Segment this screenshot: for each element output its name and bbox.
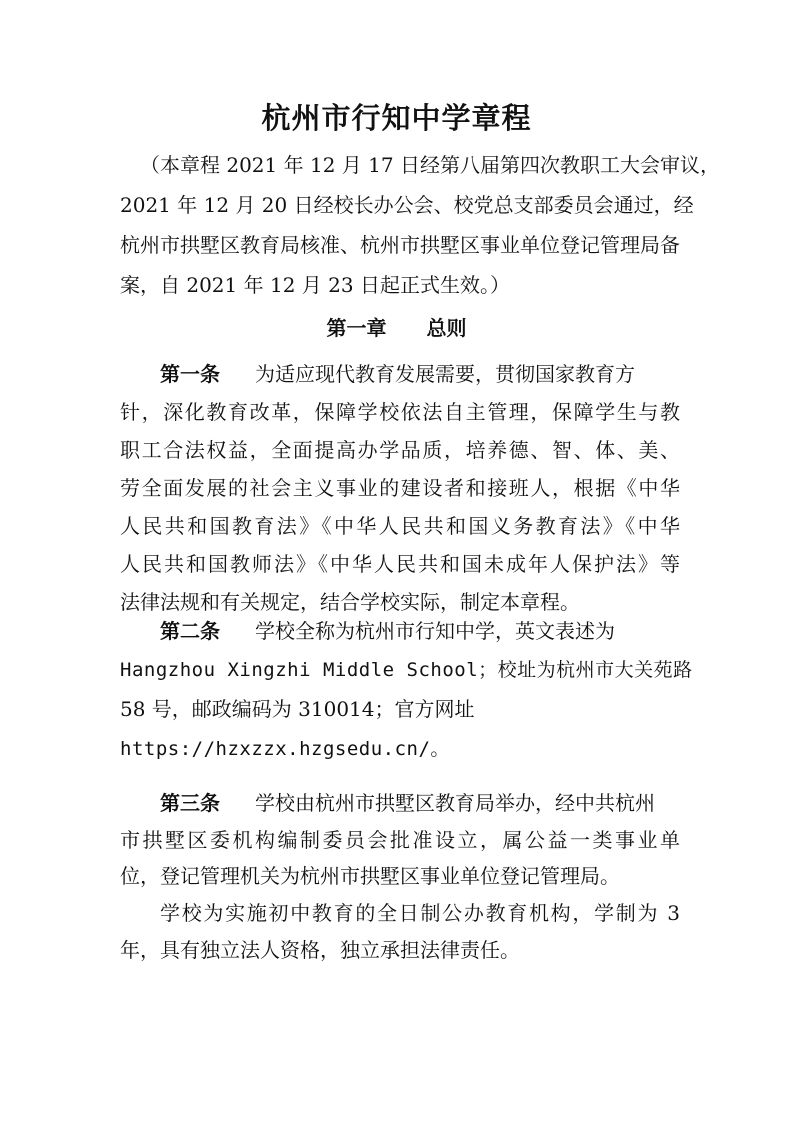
article-1-label: 第一条	[160, 362, 220, 386]
article-2-url-line: https://hzxzzx.hzgsedu.cn/。	[120, 738, 450, 760]
article-1-first-line	[160, 362, 680, 386]
document-title: 杭州市行知中学章程	[261, 101, 532, 135]
article-2-first-line	[160, 619, 680, 643]
preamble-line-3: 杭州市拱墅区教育局核准、杭州市拱墅区事业单位登记管理局备	[120, 233, 680, 257]
article-3-line-3: 位，登记管理机关为杭州市拱墅区事业单位登记管理局。	[120, 864, 620, 888]
chapter-heading	[0, 312, 793, 341]
article-2-label: 第二条	[160, 619, 220, 643]
chapter-number: 第一章	[326, 316, 387, 340]
article-3-para-2-line-1: 学校为实施初中教育的全日制公办教育机构，学制为 3	[160, 901, 680, 925]
chapter-name: 总则	[426, 316, 467, 340]
preamble-line-4: 案，自 2021 年 12 月 23 日起正式生效。）	[120, 273, 510, 297]
article-1-line-7: 法律法规和有关规定，结合学校实际，制定本章程。	[120, 590, 580, 614]
article-1-line-3: 职工合法权益，全面提高办学品质，培养德、智、体、美、	[120, 438, 680, 462]
article-3-text: 学校由杭州市拱墅区教育局举办，经中共杭州	[255, 791, 655, 815]
article-2-text: 学校全称为杭州市行知中学，英文表述为	[255, 619, 615, 643]
article-1-line-6: 人民共和国教师法》《中华人民共和国未成年人保护法》等	[120, 552, 680, 576]
article-3-para-2-line-2: 年，具有独立法人资格，独立承担法律责任。	[120, 938, 520, 962]
preamble-line-2: 2021 年 12 月 20 日经校长办公会、校党总支部委员会通过，经	[120, 193, 694, 217]
article-1-text: 为适应现代教育发展需要，贯彻国家教育方	[255, 362, 635, 386]
article-3-line-2: 市拱墅区委机构编制委员会批准设立，属公益一类事业单	[120, 828, 680, 852]
article-2-line-3: 58 号，邮政编码为 310014；官方网址	[120, 697, 475, 721]
article-1-line-4: 劳全面发展的社会主义事业的建设者和接班人，根据《中华	[120, 476, 680, 500]
preamble-line-1: （本章程 2021 年 12 月 17 日经第八届第四次教职工大会审议，	[140, 153, 720, 177]
article-1-line-5: 人民共和国教育法》《中华人民共和国义务教育法》《中华	[120, 514, 680, 538]
article-3-first-line	[160, 791, 680, 815]
article-3-label: 第三条	[160, 791, 220, 815]
article-1-line-2: 针，深化教育改革，保障学校依法自主管理，保障学生与教	[120, 400, 680, 424]
article-2-line-2: Hangzhou Xingzhi Middle School；校址为杭州市大关苑路	[120, 659, 693, 681]
